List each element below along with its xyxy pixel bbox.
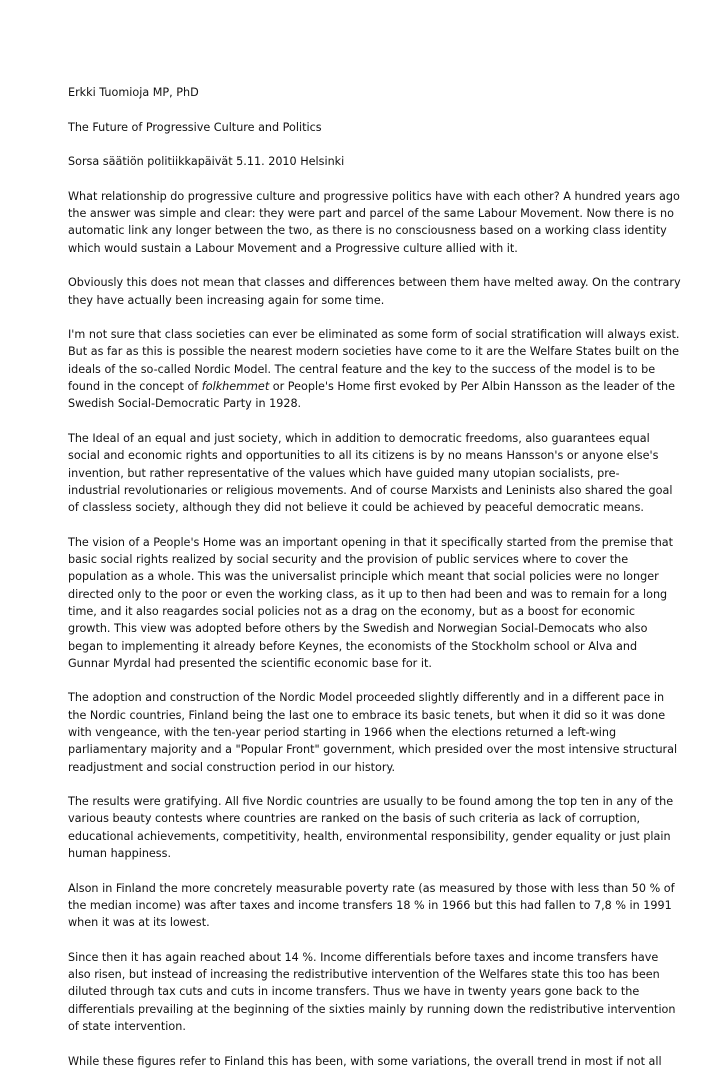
text-line: readjustment and social construction period in our history.: [68, 760, 396, 774]
text-segment: or People's Home first evoked by Per Albin Hansson as the leader of the: [269, 380, 676, 394]
text-line: of classless society, although they did not believe it could be achieved by peaceful democratic means.: [68, 501, 644, 515]
text-line: The results were gratifying. All five Nordic countries are usually to be found among the top ten in any of the: [68, 795, 674, 809]
text-line: human happiness.: [68, 847, 172, 861]
paragraph: [68, 689, 678, 775]
text-line: parliamentary majority and a "Popular Front" government, which presided over the most intensive structural: [68, 743, 678, 757]
text-line: Gunnar Myrdal had presented the scientific economic base for it.: [68, 656, 432, 670]
text-line: Since then it has again reached about 14 %. Income differentials before taxes and income transfers have: [68, 950, 659, 964]
text-line: the Nordic countries, Finland being the last one to embrace its basic tenets, but when it did so it was done: [68, 708, 666, 722]
paragraph: [68, 274, 681, 309]
text-line: social and economic rights and opportunities to all its citizens is by no means Hansson's or anyone else's: [68, 449, 659, 463]
text-line: Obviously this does not mean that classes and differences between them have melted away. On the contrary: [68, 276, 681, 290]
author-line: Erkki Tuomioja MP, PhD: [68, 86, 199, 99]
text-line: What relationship do progressive culture and progressive politics have with each other? A hundred years ago: [68, 189, 680, 203]
text-line: directed only to the poor or even the working class, as it up to then had been and was to remain for a long: [68, 587, 668, 601]
paragraph: [68, 326, 680, 412]
text-line: ideals of the so-called Nordic Model. The central feature and the key to the success of the model is to be: [68, 362, 656, 376]
text-line: basic social rights realized by social security and the provision of public services where to cover the: [68, 553, 629, 567]
text-line: when it was at its lowest.: [68, 916, 210, 930]
paragraph: [68, 793, 674, 862]
text-line: population as a whole. This was the universalist principle which meant that social policies were no longer: [68, 570, 659, 584]
text-line: also risen, but instead of increasing the redistributive intervention of the Welfares state this too has been: [68, 968, 660, 982]
text-line: the median income) was after taxes and income transfers 18 % in 1966 but this had fallen to 7,8 % in 1991: [68, 898, 672, 912]
paragraph: [68, 949, 676, 1035]
text-line: But as far as this is possible the nearest modern societies have come to it are the Welfare States built on the: [68, 345, 679, 359]
text-line: The Ideal of an equal and just society, which in addition to democratic freedoms, also guarantees equal: [68, 431, 650, 445]
text-line: differentials prevailing at the beginning of the sixties mainly by running down the redistributive intervention: [68, 1002, 676, 1016]
text-line: they have actually been increasing again for some time.: [68, 293, 385, 307]
paragraph: [68, 534, 674, 672]
text-line: of state intervention.: [68, 1020, 186, 1034]
text-line: time, and it also reagardes social policies not as a drag on the economy, but as a boost for economic: [68, 604, 636, 618]
text-line: industrial revolutionaries or religious movements. And of course Marxists and Leninists also shared the goal: [68, 483, 673, 497]
italic-term: folkhemmet: [201, 380, 270, 394]
text-line: While these figures refer to Finland this has been, with some variations, the overall trend in most if not all: [68, 1054, 662, 1068]
document-title: The Future of Progressive Culture and Politics: [68, 120, 322, 134]
text-segment: found in the concept of: [68, 380, 202, 394]
paragraph: [68, 1053, 660, 1070]
text-line: growth. This view was adopted before others by the Swedish and Norwegian Social-Democats who also: [68, 622, 648, 636]
text-line: with vengeance, with the ten-year period starting in 1966 when the elections returned a left-wing: [68, 725, 617, 739]
text-line: which would sustain a Labour Movement and a Progressive culture allied with it.: [68, 241, 518, 255]
text-line: automatic link any longer between the two, as there is no consciousness based on a working class identity: [68, 224, 667, 238]
text-line: diluted through tax cuts and cuts in income transfers. Thus we have in twenty years gone back to the: [68, 985, 640, 999]
text-line: the answer was simple and clear: they were part and parcel of the same Labour Movement. Now there is no: [68, 207, 674, 221]
paragraph: [68, 188, 680, 257]
text-line: educational achievements, competitivity, health, environmental responsibility, gender equality or just plain: [68, 829, 671, 843]
text-line: The vision of a People's Home was an important opening in that it specifically started from the premise that: [68, 535, 674, 549]
text-line: invention, but rather representative of the values which have guided many utopian socialists, pre-: [68, 466, 620, 480]
text-line: various beauty contests where countries are ranked on the basis of such criteria as lack of corruption,: [68, 812, 641, 826]
event-line: Sorsa säätiön politiikkapäivät 5.11. 2010 Helsinki: [68, 155, 345, 169]
text-line: Swedish Social-Democratic Party in 1928.: [68, 397, 302, 411]
text-line: [68, 378, 676, 395]
text-line: Alson in Finland the more concretely measurable poverty rate (as measured by those with less than 50 % of: [68, 881, 675, 895]
text-line: began to implementing it already before Keynes, the economists of the Stockholm school or Alva and: [68, 639, 638, 653]
text-line: I'm not sure that class societies can ever be eliminated as some form of social stratification will always exist.: [68, 328, 680, 342]
text-line: The adoption and construction of the Nordic Model proceeded slightly differently and in a different pace in: [68, 691, 665, 705]
paragraph: [68, 430, 673, 516]
paragraph: [68, 880, 675, 932]
